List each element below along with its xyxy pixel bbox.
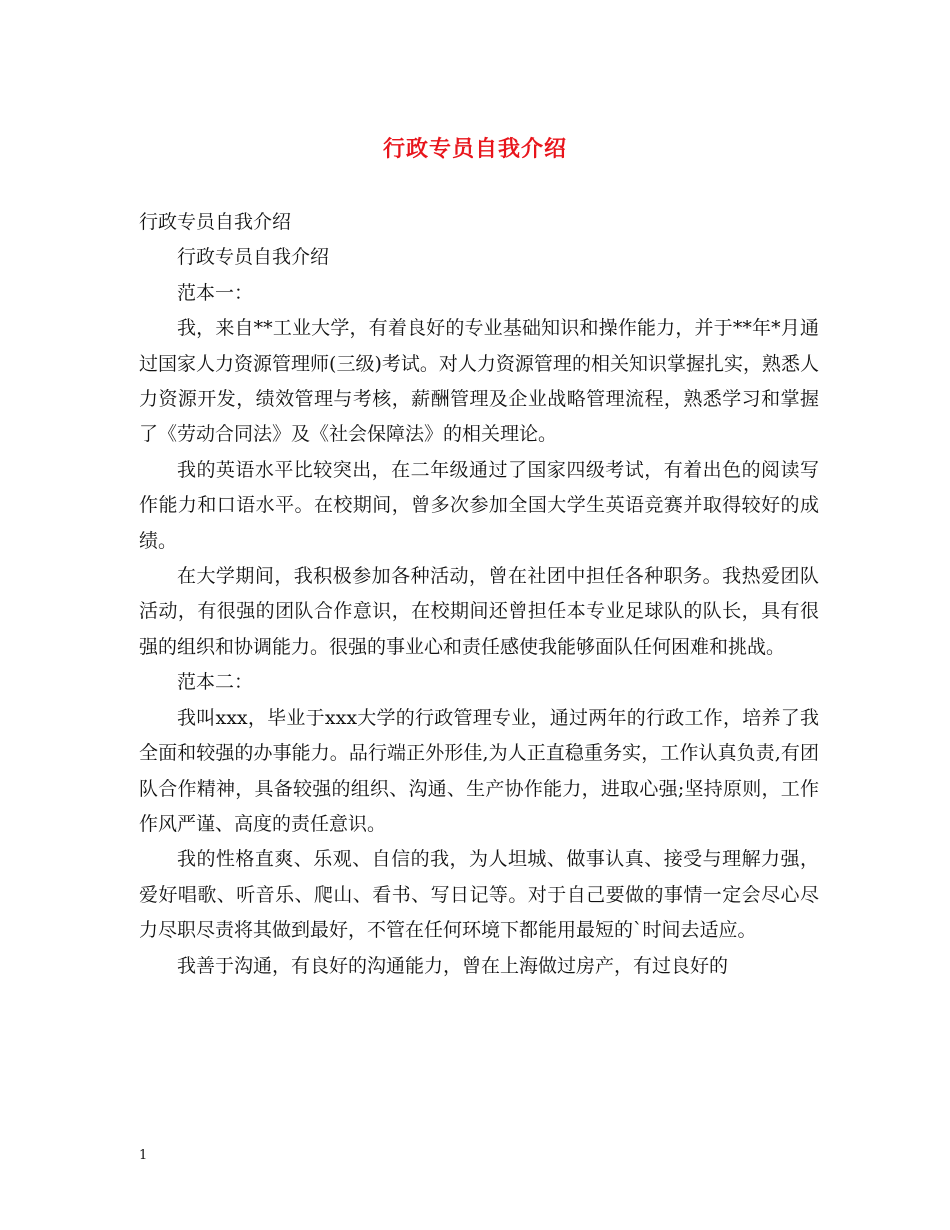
paragraph: 我善于沟通，有良好的沟通能力，曾在上海做过房产，有过良好的 — [177, 954, 729, 977]
paragraph: 我，来自**工业大学，有着良好的专业基础知识和操作能力，并于**年*月通过国家人力资源管理师(三级)考试。对人力资源管理的相关知识掌握扎实，熟悉人力资源开发，绩效管理与考核，薪酬管理及企业战略管理流程，熟悉学习和掌握了《劳动合同法》及《社会保障法》的相关理论。 — [139, 317, 819, 446]
document-heading: 行政专员自我介绍 — [139, 211, 292, 233]
paragraph: 范本一： — [177, 281, 254, 304]
paragraph: 我叫xxx，毕业于xxx大学的行政管理专业，通过两年的行政工作，培养了我全面和较强的办事能力。品行端正外形佳,为人正直稳重务实，工作认真负责,有团队合作精神，具备较强的组织、沟通、生产协作能力，进取心强;坚持原则，工作作风严谨、高度的责任意识。 — [139, 706, 819, 835]
page-number: 1 — [139, 1148, 148, 1163]
paragraph: 我的性格直爽、乐观、自信的我，为人坦城、做事认真、接受与理解力强，爱好唱歌、听音乐、爬山、看书、写日记等。对于自己要做的事情一定会尽心尽力尽职尽责将其做到最好，不管在任何环境下都能用最短的`时间去适应。 — [139, 848, 819, 942]
paragraph: 在大学期间，我积极参加各种活动，曾在社团中担任各种职务。我热爱团队活动，有很强的团队合作意识，在校期间还曾担任本专业足球队的队长，具有很强的组织和协调能力。很强的事业心和责任感使我能够面队任何困难和挑战。 — [139, 565, 819, 658]
page-title: 行政专员自我介绍 — [382, 136, 567, 162]
paragraph: 我的英语水平比较突出，在二年级通过了国家四级考试，有着出色的阅读写作能力和口语水平。在校期间，曾多次参加全国大学生英语竞赛并取得较好的成绩。 — [139, 458, 819, 552]
document-body — [139, 205, 819, 984]
paragraph: 行政专员自我介绍 — [177, 246, 330, 269]
paragraph: 范本二： — [177, 671, 254, 694]
